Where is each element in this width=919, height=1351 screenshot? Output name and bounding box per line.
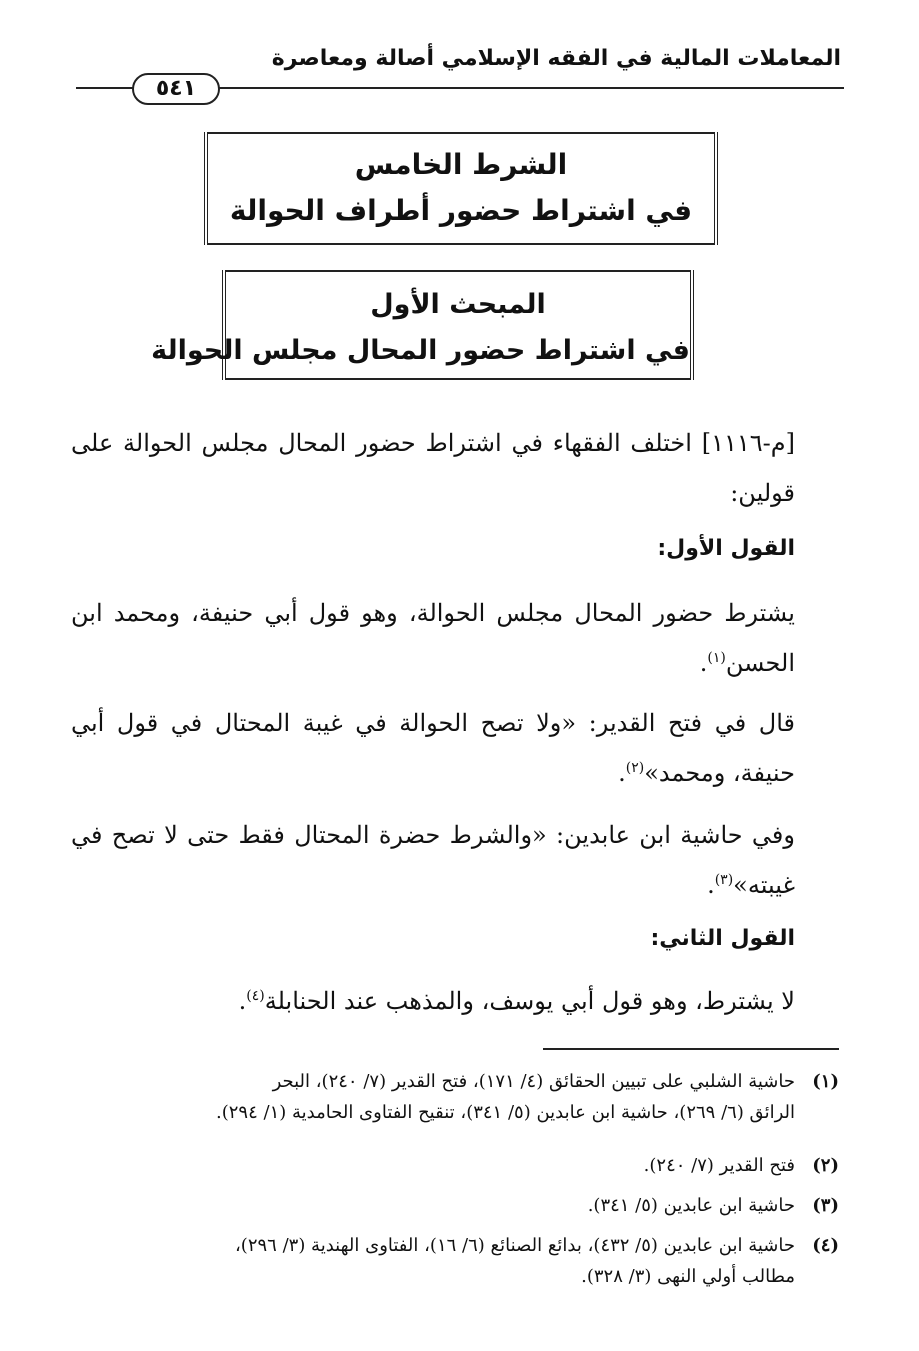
page-number: ٥٤١ <box>132 73 220 105</box>
chapter-title-box <box>151 270 694 380</box>
chapter-subtitle: في اشتراط حضور المحال مجلس الحوالة <box>151 335 690 366</box>
footnote-text: حاشية ابن عابدين (٥/ ٤٣٢)، بدائع الصنائع (٦/ ١٦)، الفتاوى الهندية (٣/ ٢٩٦)، <box>234 1235 795 1256</box>
footnote-3 <box>71 1190 839 1221</box>
section-title-box <box>204 132 718 245</box>
second-opinion-paragraph <box>71 976 839 1026</box>
section-title: الشرط الخامس <box>354 148 568 181</box>
ibn-abidin-quote-paragraph <box>71 810 839 910</box>
footnote-number: (٢) <box>812 1155 839 1176</box>
second-opinion-text: لا يشترط، وهو قول أبي يوسف، والمذهب عند الحنابلة <box>264 987 795 1015</box>
footnote-ref-3: (٣) <box>714 872 734 888</box>
period: . <box>707 871 715 899</box>
footnote-ref-2: (٢) <box>625 760 645 776</box>
fath-alqadir-quote-paragraph <box>71 698 839 798</box>
first-opinion-heading: القول الأول: <box>657 536 795 561</box>
footnote-2 <box>71 1150 839 1181</box>
footnote-text-continued: مطالب أولي النهى (٣/ ٣٢٨). <box>581 1266 795 1287</box>
first-opinion-paragraph <box>71 588 839 688</box>
ibn-abidin-quote-text: وفي حاشية ابن عابدين: «والشرط حضرة المحتال فقط حتى لا تصح في غيبته» <box>71 821 795 899</box>
footnote-text-continued: الرائق (٦/ ٢٦٩)، حاشية ابن عابدين (٥/ ٣٤١)، تنقيح الفتاوى الحامدية (١/ ٢٩٤). <box>216 1102 795 1123</box>
footnote-1 <box>71 1066 839 1128</box>
first-opinion-text: يشترط حضور المحال مجلس الحوالة، وهو قول أبي حنيفة، ومحمد ابن الحسن <box>71 599 795 677</box>
period: . <box>238 987 247 1015</box>
footnote-text: حاشية الشلبي على تبيين الحقائق (٤/ ١٧١)، فتح القدير (٧/ ٢٤٠)، البحر <box>272 1071 795 1092</box>
fath-alqadir-quote-text: قال في فتح القدير: «ولا تصح الحوالة في غيبة المحتال في قول أبي حنيفة، ومحمد» <box>71 709 795 787</box>
book-title: المعاملات المالية في الفقه الإسلامي أصالة ومعاصرة <box>271 46 841 71</box>
footnote-number: (٣) <box>812 1195 839 1216</box>
intro-paragraph <box>71 418 839 518</box>
footnote-ref-1: (١) <box>707 650 726 666</box>
footnote-number: (١) <box>812 1071 839 1092</box>
period: . <box>618 759 626 787</box>
second-opinion-heading: القول الثاني: <box>650 926 795 951</box>
chapter-title: المبحث الأول <box>370 289 546 320</box>
footnote-ref-4: (٤) <box>246 988 265 1004</box>
footnote-number: (٤) <box>812 1235 839 1256</box>
intro-text: [م-١١١٦] اختلف الفقهاء في اشتراط حضور المحال مجلس الحوالة على قولين: <box>71 429 795 507</box>
period: . <box>699 649 708 677</box>
footnote-text: حاشية ابن عابدين (٥/ ٣٤١). <box>587 1195 795 1216</box>
footnote-separator <box>543 1048 839 1050</box>
footnote-4 <box>71 1230 839 1292</box>
section-subtitle: في اشتراط حضور أطراف الحوالة <box>229 194 693 227</box>
footnote-text: فتح القدير (٧/ ٢٤٠). <box>643 1155 795 1176</box>
